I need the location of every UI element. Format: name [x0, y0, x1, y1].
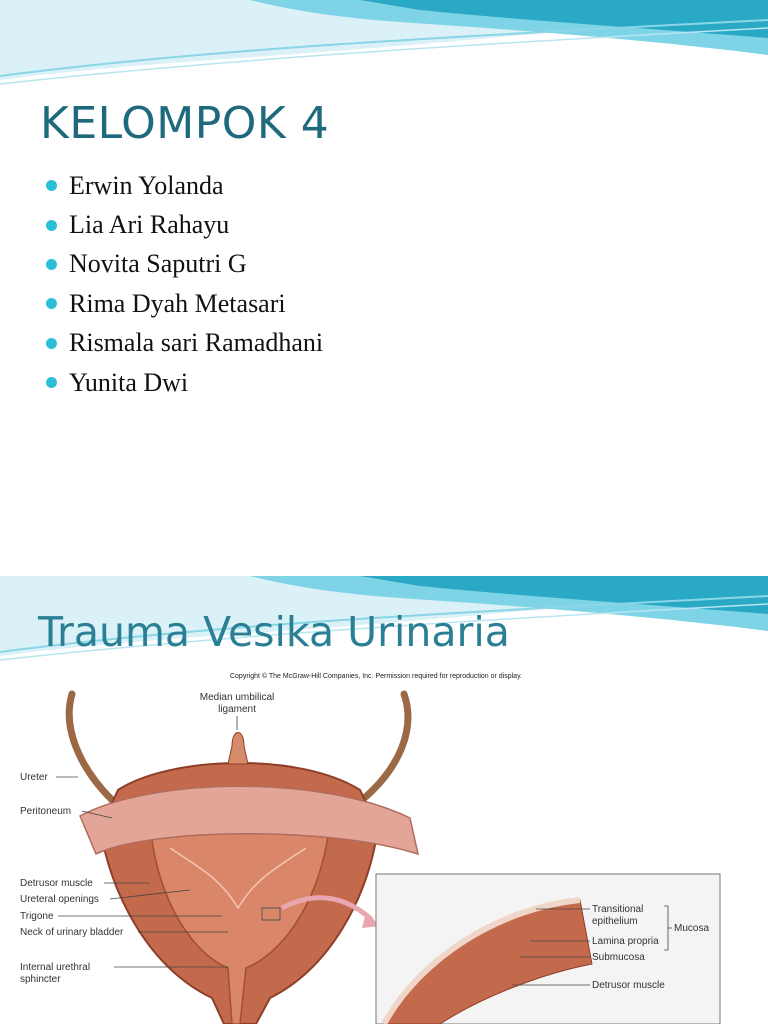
label-median-1: Median umbilical: [199, 692, 275, 703]
label-neck: Neck of urinary bladder: [20, 927, 124, 938]
bullet-icon: [46, 338, 57, 349]
list-item: Novita Saputri G: [46, 245, 323, 284]
label-internal-2: sphincter: [20, 974, 61, 985]
bladder-anatomy-figure: [0, 668, 768, 1024]
label-transitional-1: Transitional: [592, 904, 644, 915]
slide-title: KELOMPOK 4: [40, 98, 330, 149]
list-item: Lia Ari Rahayu: [46, 205, 323, 244]
bullet-icon: [46, 220, 57, 231]
list-item: Rima Dyah Metasari: [46, 284, 323, 323]
label-detrusor-inset: Detrusor muscle: [592, 980, 665, 991]
label-mucosa: Mucosa: [674, 923, 710, 934]
label-ureteral-openings: Ureteral openings: [20, 894, 99, 905]
label-detrusor: Detrusor muscle: [20, 878, 93, 889]
label-lamina: Lamina propria: [592, 936, 659, 947]
label-median-2: ligament: [218, 704, 256, 715]
bullet-icon: [46, 298, 57, 309]
label-peritoneum: Peritoneum: [20, 806, 72, 817]
copyright-text: Copyright © The McGraw-Hill Companies, Inc. Permission required for reproduction or display.: [229, 673, 523, 680]
label-submucosa: Submucosa: [592, 952, 645, 963]
wave-decoration: [0, 0, 768, 95]
label-transitional-2: epithelium: [592, 916, 638, 927]
slide-trauma: [0, 576, 768, 1024]
label-internal-1: Internal urethral: [20, 962, 91, 973]
member-list: [46, 166, 323, 402]
label-ureter: Ureter: [20, 772, 48, 783]
bullet-icon: [46, 377, 57, 388]
slide-title: Trauma Vesika Urinaria: [38, 608, 510, 656]
list-item: Rismala sari Ramadhani: [46, 324, 323, 363]
label-trigone: Trigone: [20, 911, 54, 922]
list-item: Yunita Dwi: [46, 363, 323, 402]
bullet-icon: [46, 180, 57, 191]
bullet-icon: [46, 259, 57, 270]
list-item: Erwin Yolanda: [46, 166, 323, 205]
